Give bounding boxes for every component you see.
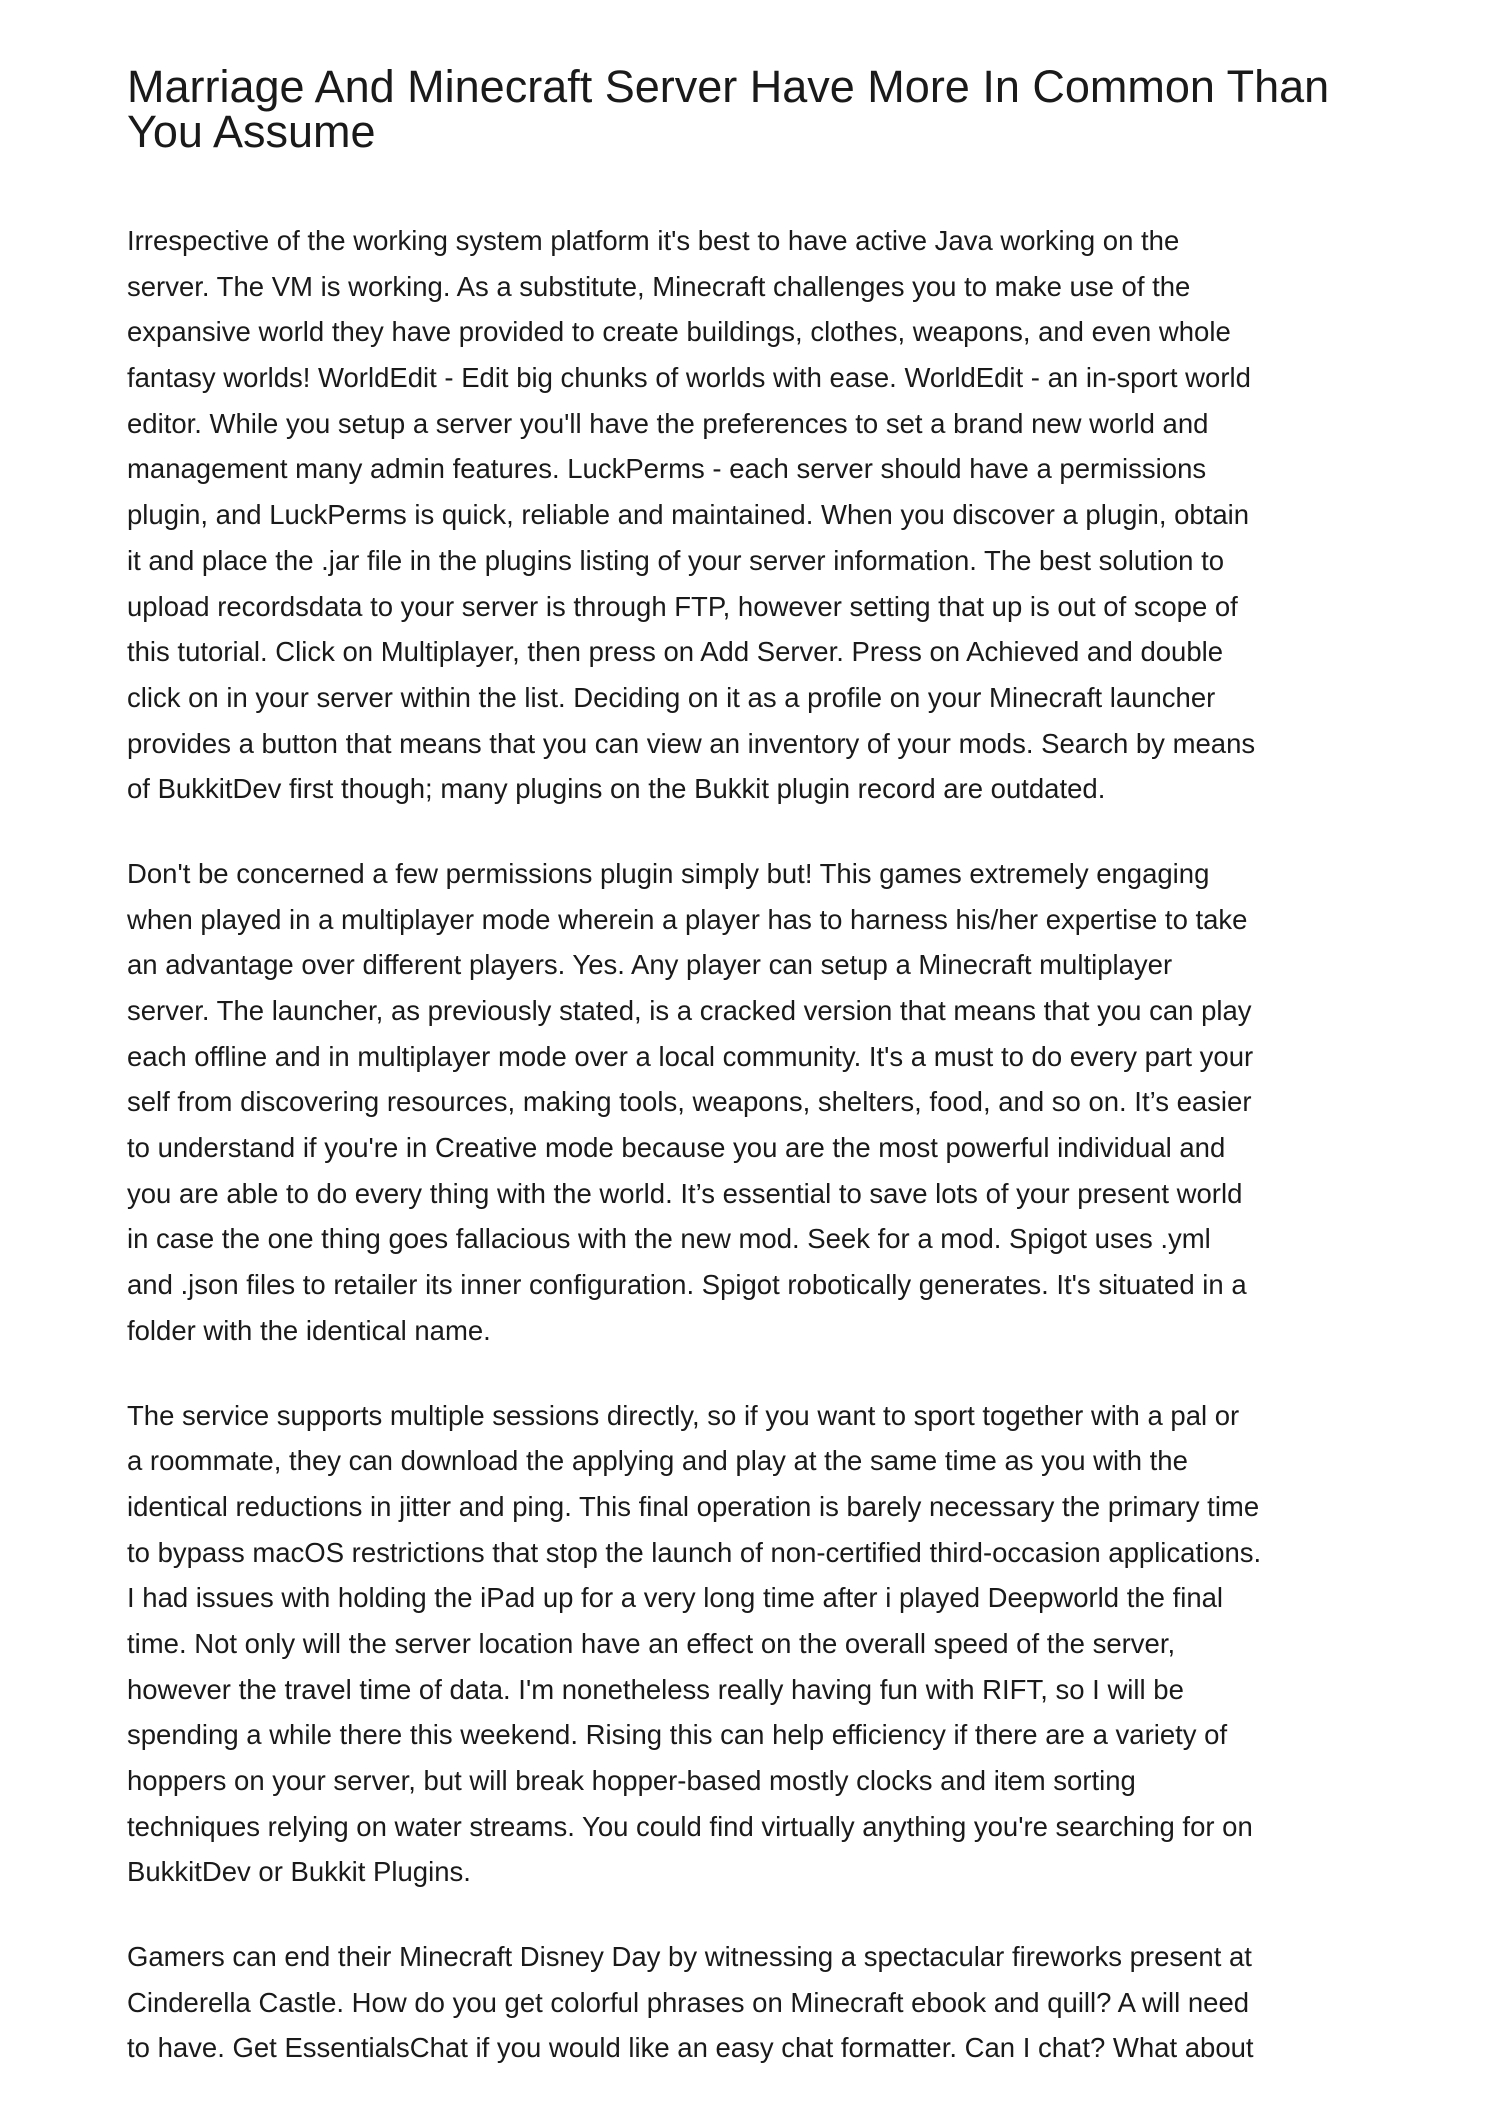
text-line: each offline and in multiplayer mode over a local community. It's a must to do every part your: [127, 1040, 1254, 1072]
text-line: BukkitDev or Bukkit Plugins.: [127, 1856, 471, 1888]
text-line: self from discovering resources, making tools, weapons, shelters, food, and so on. It’s easier: [127, 1086, 1252, 1118]
text-line: folder with the identical name.: [127, 1314, 491, 1346]
text-line: hoppers on your server, but will break hopper-based mostly clocks and item sorting: [127, 1765, 1136, 1796]
text-line: expansive world they have provided to create buildings, clothes, weapons, and even whole: [127, 316, 1231, 348]
text-line: plugin, and LuckPerms is quick, reliable and maintained. When you discover a plugin, obtain: [127, 499, 1250, 531]
text-line: to bypass macOS restrictions that stop the launch of non-certified third-occasion applications.: [127, 1536, 1262, 1568]
text-line: server. The launcher, as previously stated, is a cracked version that means that you can play: [127, 995, 1252, 1026]
text-line: you are able to do every thing with the world. It’s essential to save lots of your present world: [127, 1177, 1243, 1209]
text-line: techniques relying on water streams. You could find virtually anything you're searching for on: [127, 1810, 1253, 1842]
text-line: Don't be concerned a few permissions plugin simply but! This games extremely engaging: [127, 857, 1210, 889]
document-body: [127, 218, 1387, 2071]
paragraph-2: [127, 851, 1387, 1354]
text-line: spending a while there this weekend. Rising this can help efficiency if there are a variety of: [127, 1719, 1228, 1751]
text-line: upload recordsdata to your server is through FTP, however setting that up is out of scope of: [127, 590, 1238, 622]
paragraph-3: [127, 1393, 1387, 1896]
text-line: however the travel time of data. I'm nonetheless really having fun with RIFT, so I will be: [127, 1673, 1184, 1705]
text-line: click on in your server within the list. Deciding on it as a profile on your Minecraft launcher: [127, 681, 1216, 713]
text-line: editor. While you setup a server you'll have the preferences to set a brand new world and: [127, 407, 1209, 439]
text-line: management many admin features. LuckPerms - each server should have a permissions: [127, 453, 1207, 485]
text-line: of BukkitDev first though; many plugins on the Bukkit plugin record are outdated.: [127, 773, 1106, 805]
text-line: Irrespective of the working system platform it's best to have active Java working on the: [127, 225, 1180, 256]
text-line: server. The VM is working. As a substitute, Minecraft challenges you to make use of the: [127, 270, 1191, 302]
text-line: and .json files to retailer its inner configuration. Spigot robotically generates. It's situated in a: [127, 1269, 1247, 1301]
text-line: I had issues with holding the iPad up for a very long time after i played Deepworld the final: [127, 1582, 1224, 1614]
text-line: it and place the .jar file in the plugins listing of your server information. The best solution to: [127, 544, 1225, 576]
text-line: identical reductions in jitter and ping. This final operation is barely necessary the primary time: [127, 1490, 1260, 1522]
text-line: a roommate, they can download the applying and play at the same time as you with the: [127, 1445, 1188, 1477]
title-line: Marriage And Minecraft Server Have More In Common Than: [127, 61, 1330, 112]
text-line: time. Not only will the server location have an effect on the overall speed of the server,: [127, 1627, 1176, 1659]
text-line: Cinderella Castle. How do you get colorful phrases on Minecraft ebook and quill? A will need: [127, 1986, 1250, 2018]
text-line: this tutorial. Click on Multiplayer, then press on Add Server. Press on Achieved and double: [127, 636, 1224, 668]
text-line: when played in a multiplayer mode wherein a player has to harness his/her expertise to take: [127, 903, 1248, 935]
paragraph-4: [127, 1934, 1387, 2071]
document-title: [127, 61, 1387, 157]
title-line: You Assume: [127, 106, 376, 157]
text-line: in case the one thing goes fallacious with the new mod. Seek for a mod. Spigot uses .yml: [127, 1223, 1211, 1255]
text-line: an advantage over different players. Yes. Any player can setup a Minecraft multiplayer: [127, 949, 1173, 981]
document-page: [127, 61, 1387, 2110]
text-line: provides a button that means that you can view an inventory of your mods. Search by means: [127, 727, 1256, 759]
text-line: Gamers can end their Minecraft Disney Day by witnessing a spectacular fireworks present at: [127, 1941, 1252, 1973]
text-line: to understand if you're in Creative mode because you are the most powerful individual and: [127, 1132, 1226, 1164]
paragraph-1: [127, 218, 1387, 812]
text-line: to have. Get EssentialsChat if you would like an easy chat formatter. Can I chat? What about: [127, 2032, 1254, 2064]
text-line: fantasy worlds! WorldEdit - Edit big chunks of worlds with ease. WorldEdit - an in-sport world: [127, 362, 1251, 394]
text-line: The service supports multiple sessions directly, so if you want to sport together with a pal or: [127, 1399, 1240, 1431]
